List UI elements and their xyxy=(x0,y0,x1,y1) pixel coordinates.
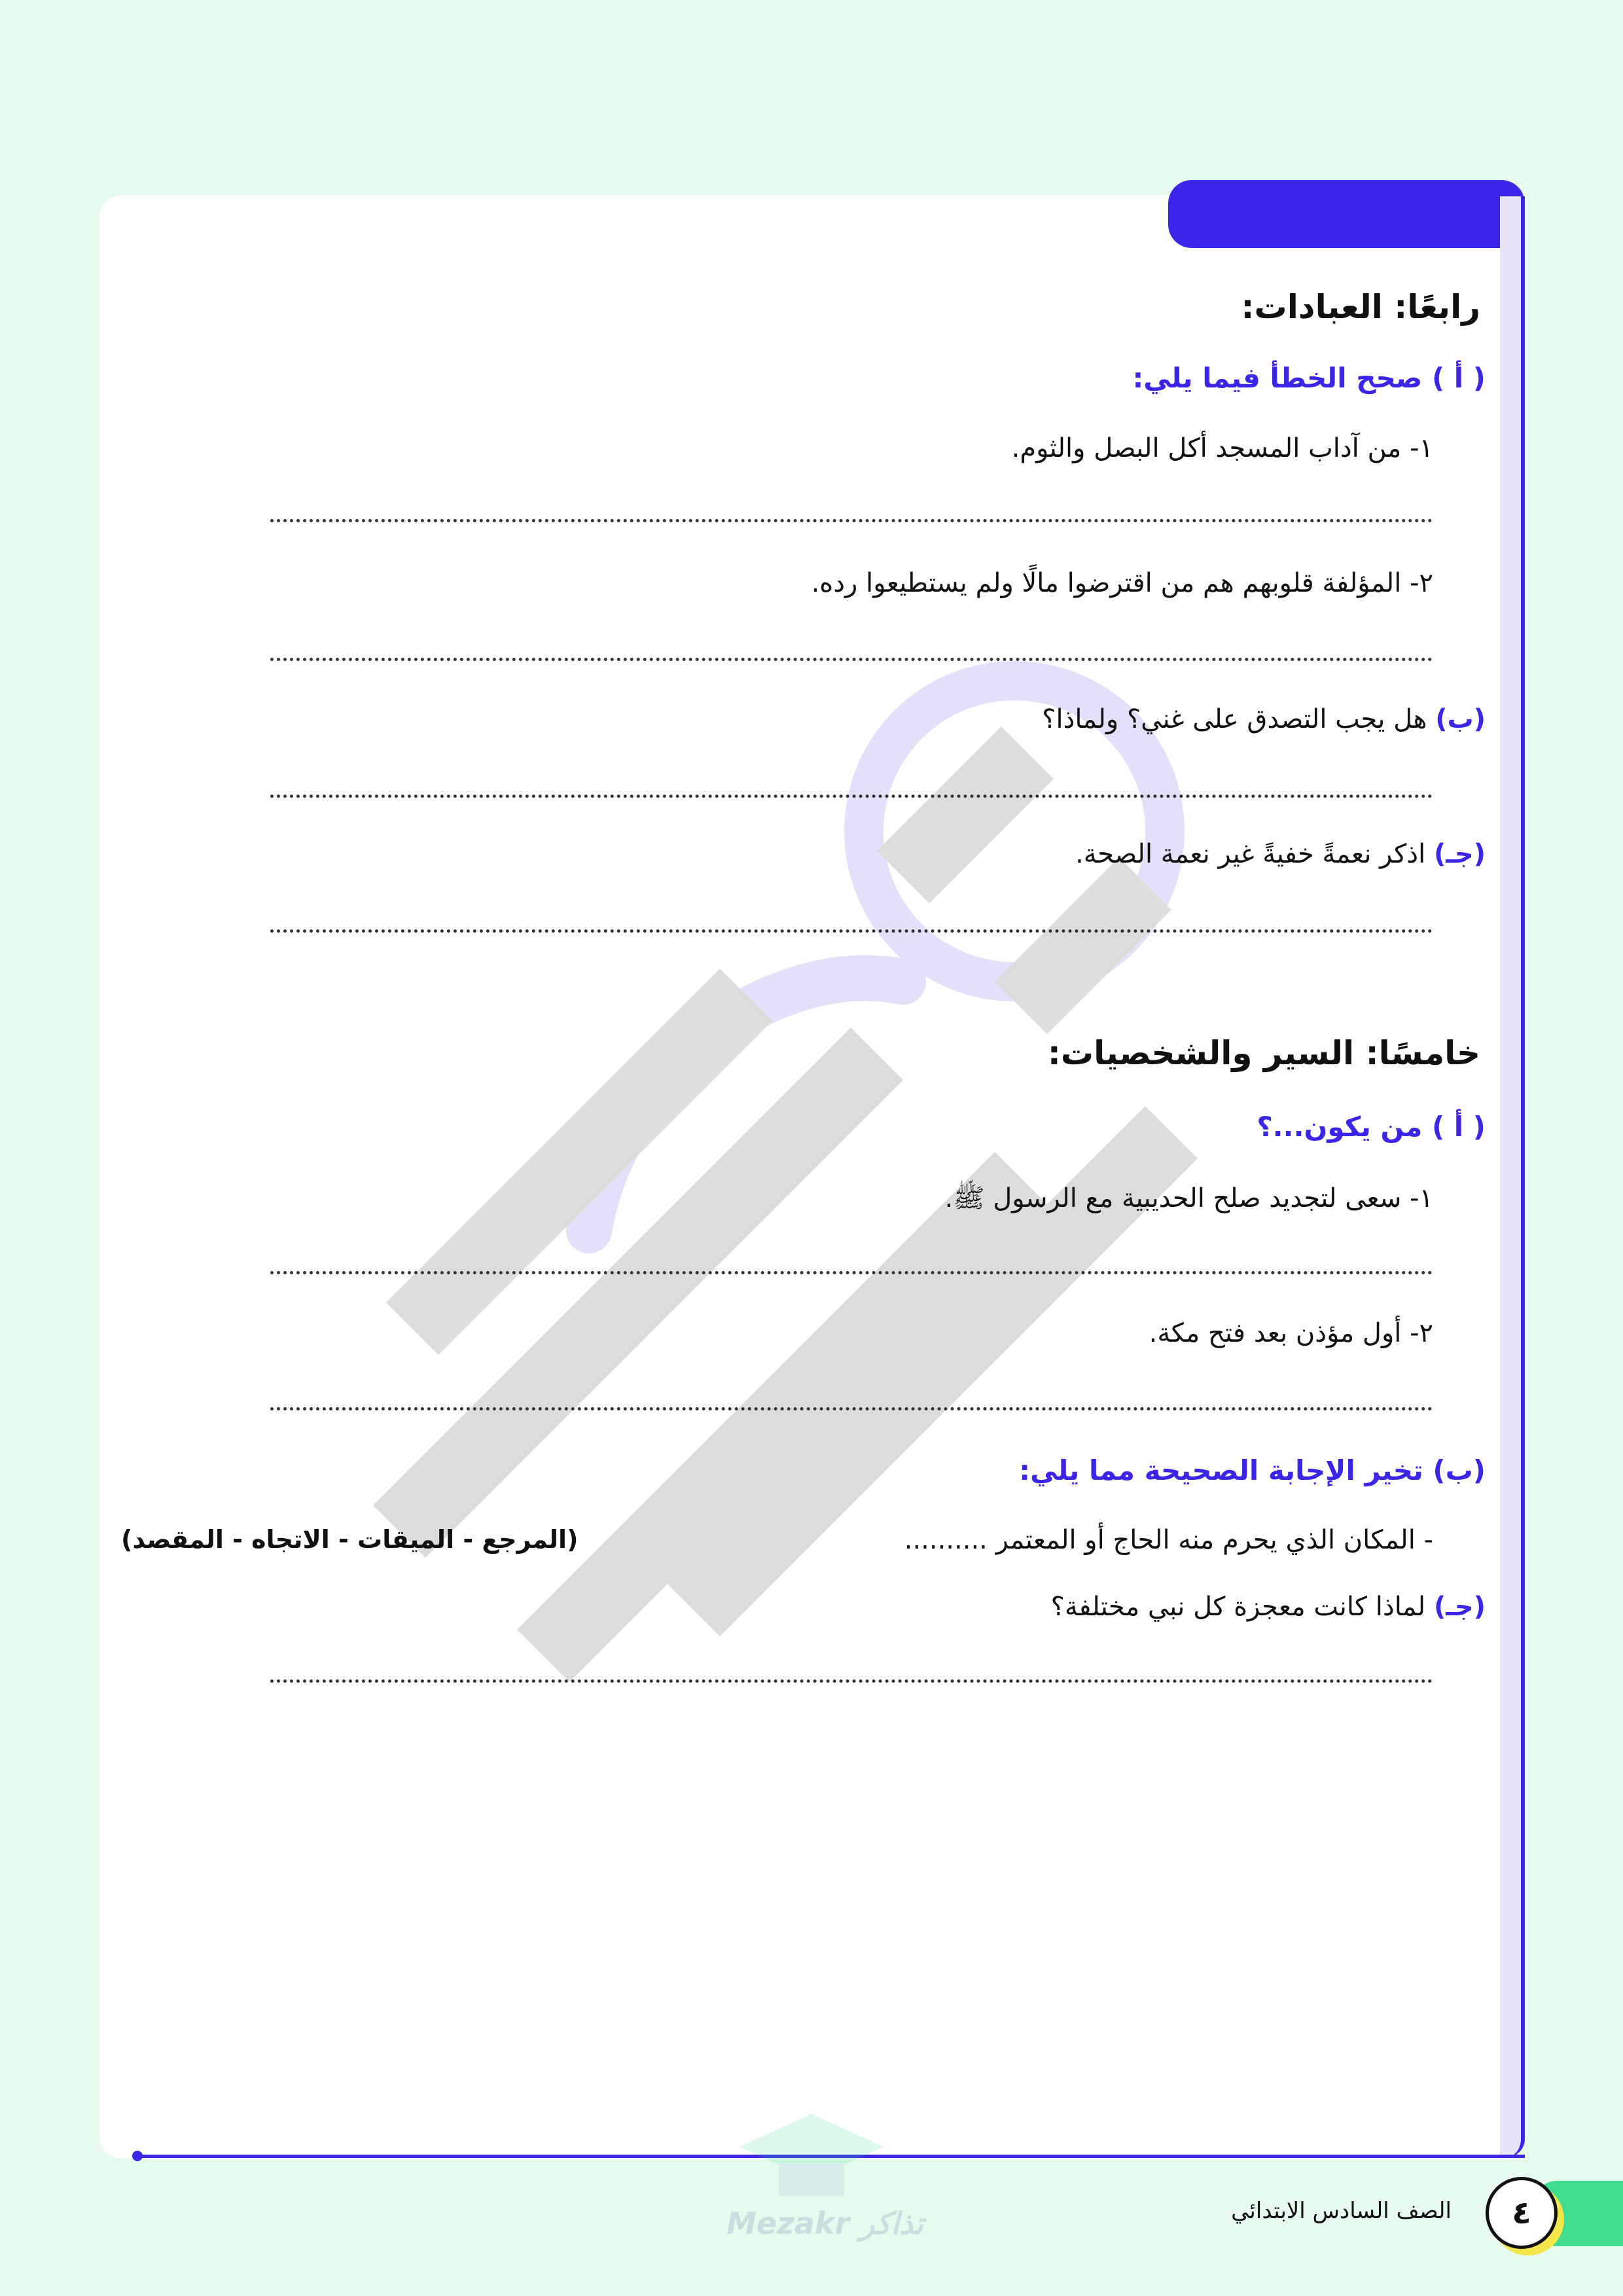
section5-item-1: ١- سعى لتجديد صلح الحديبية مع الرسول ﷺ. xyxy=(944,1183,1433,1213)
part-c-text: لماذا كانت معجزة كل نبي مختلفة؟ xyxy=(1050,1592,1434,1622)
section5-part-b-label: (ب) تخير الإجابة الصحيحة مما يلي: xyxy=(1019,1454,1486,1486)
answer-line[interactable] xyxy=(270,929,1433,933)
answer-line[interactable] xyxy=(270,1271,1433,1274)
header-tab xyxy=(1168,180,1525,248)
part-b-label: (ب) xyxy=(1435,704,1486,734)
section5-part-c xyxy=(1051,1592,1486,1622)
answer-line[interactable] xyxy=(270,519,1433,522)
section4-title: رابعًا: العبادات: xyxy=(1241,288,1480,326)
side-bar xyxy=(1500,196,1525,2157)
section5-mcq-choices: (المرجع - الميقات - الاتجاه - المقصد) xyxy=(121,1525,579,1554)
bottom-dot xyxy=(132,2151,143,2161)
section5-mcq-question: - المكان الذي يحرم منه الحاج أو المعتمر .......... xyxy=(904,1525,1433,1555)
section5-part-a-label: ( أ ) من يكون...؟ xyxy=(1257,1111,1486,1143)
answer-line[interactable] xyxy=(270,658,1433,661)
part-b-text: هل يجب التصدق على غني؟ ولماذا؟ xyxy=(1042,704,1436,734)
section4-part-a-label: ( أ ) صحح الخطأ فيما يلي: xyxy=(1132,362,1486,394)
section5-title: خامسًا: السير والشخصيات: xyxy=(1047,1034,1480,1072)
part-c-text: اذكر نعمةً خفيةً غير نعمة الصحة. xyxy=(1075,839,1434,869)
section4-part-b xyxy=(1042,704,1486,734)
section4-part-c xyxy=(1075,839,1486,869)
part-c-label: (جـ) xyxy=(1433,1592,1486,1622)
section4-item-1: ١- من آداب المسجد أكل البصل والثوم. xyxy=(1011,433,1433,463)
answer-line[interactable] xyxy=(270,1679,1433,1683)
section5-item-2: ٢- أول مؤذن بعد فتح مكة. xyxy=(1149,1318,1433,1348)
publisher-logo-text: Mezakr تذاكر xyxy=(726,2206,924,2241)
page-number: ٤ xyxy=(1486,2177,1558,2249)
answer-line[interactable] xyxy=(270,1407,1433,1410)
answer-line[interactable] xyxy=(270,795,1433,798)
part-c-label: (جـ) xyxy=(1433,839,1486,869)
grade-label: الصف السادس الابتدائي xyxy=(1231,2198,1452,2224)
section4-item-2: ٢- المؤلفة قلوبهم هم من اقترضوا مالًا ولم يستطيعوا رده. xyxy=(811,568,1433,598)
